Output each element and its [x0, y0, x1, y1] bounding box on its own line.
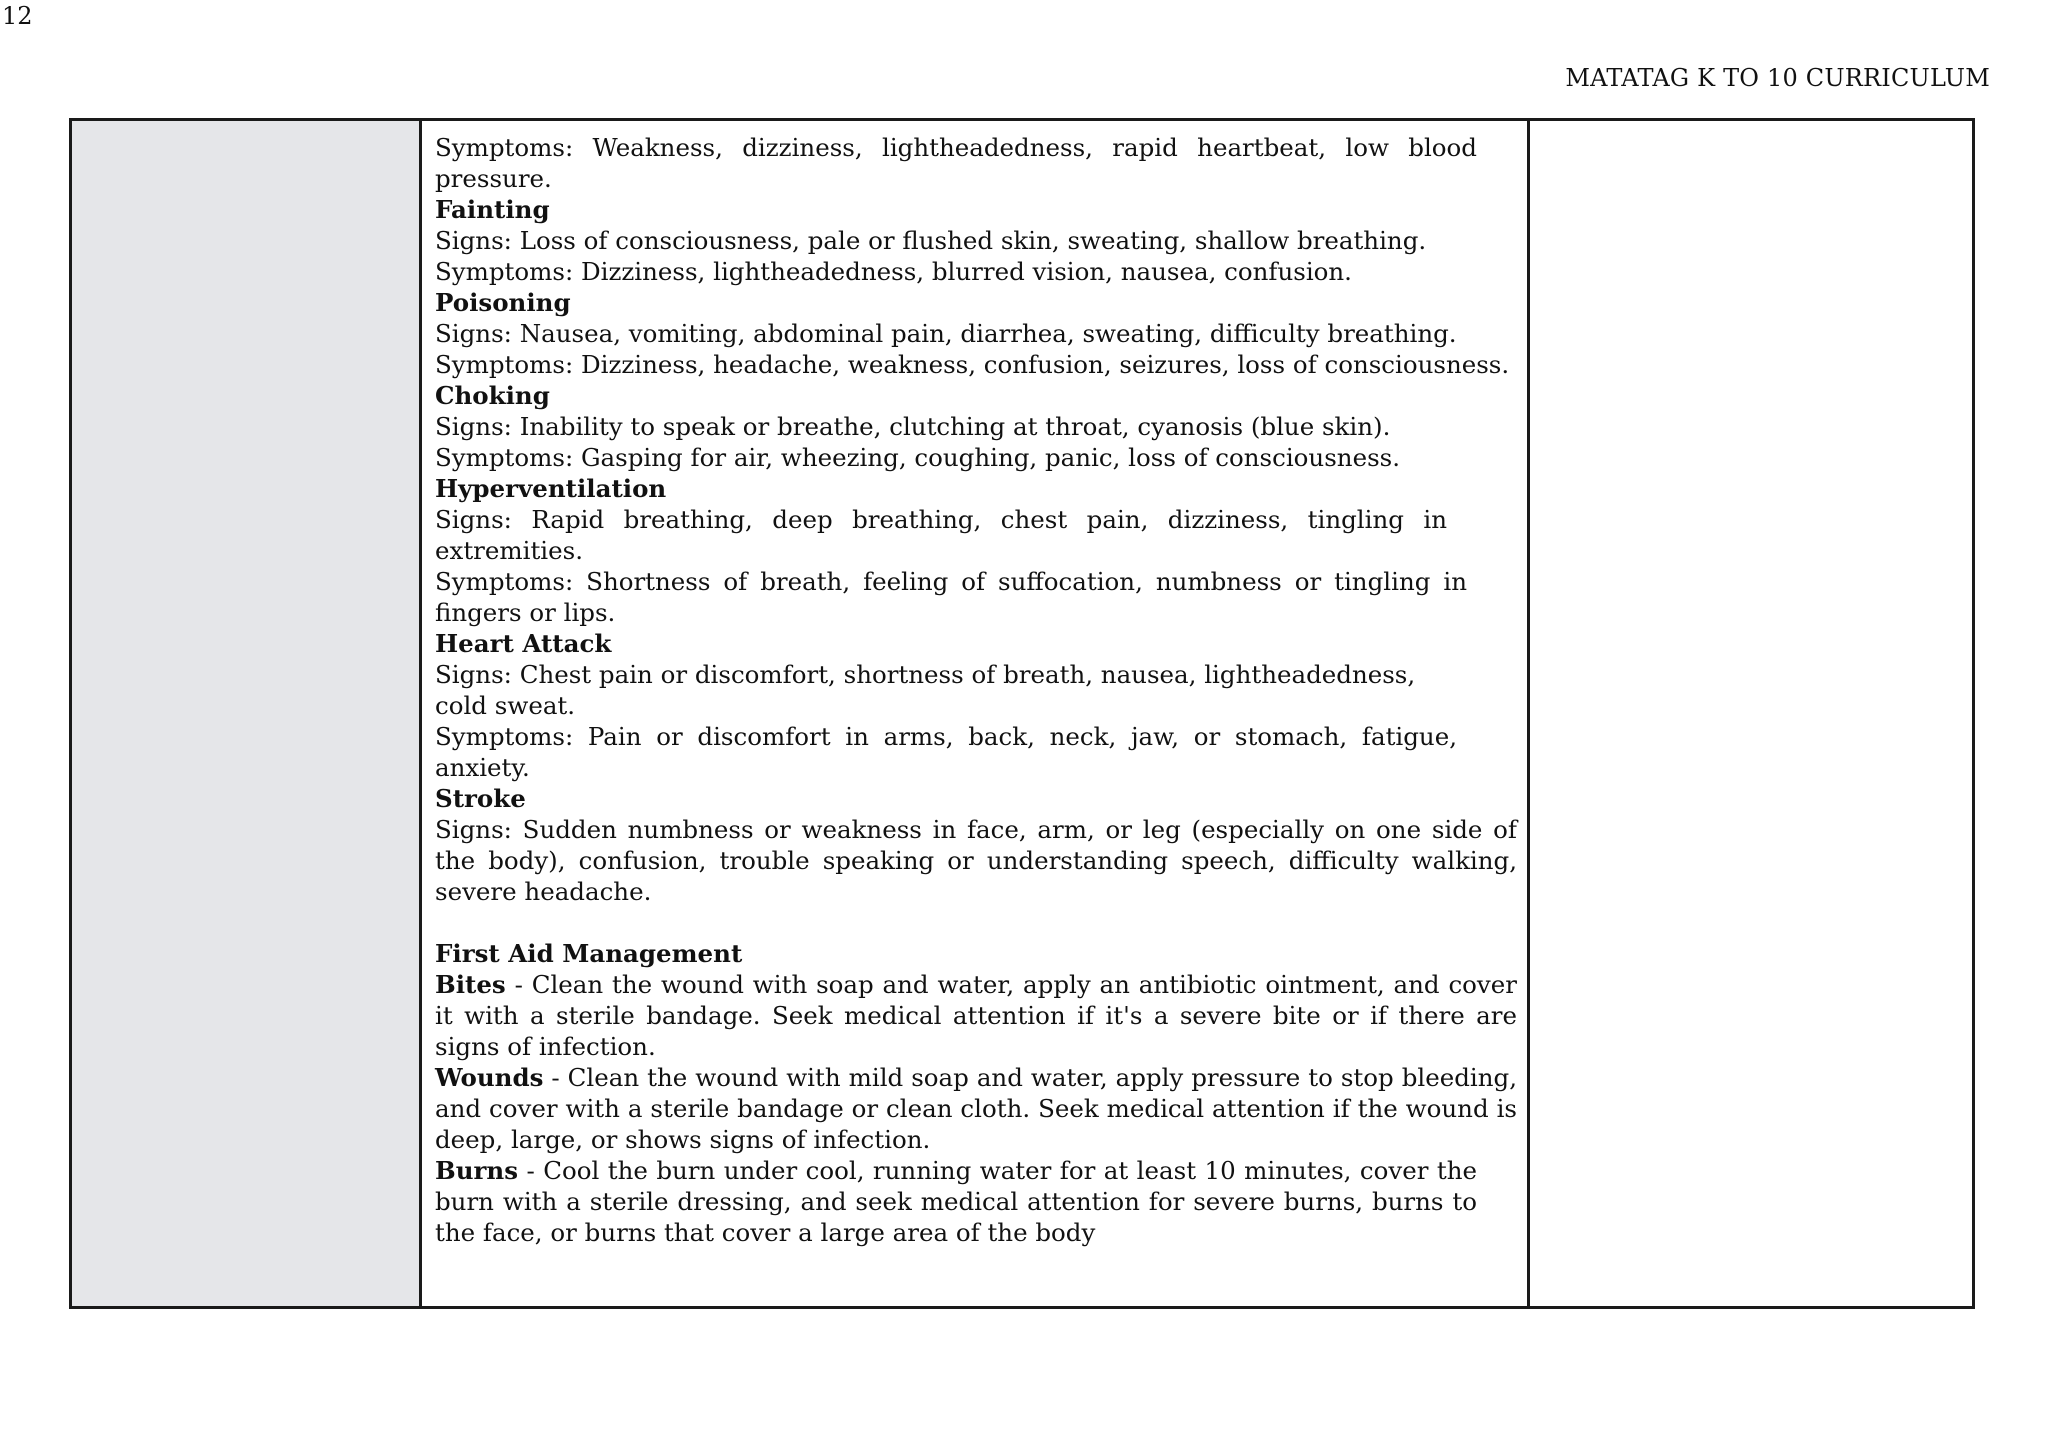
condition-title: Choking — [435, 381, 550, 410]
condition-signs: Signs: Inability to speak or breathe, clutching at throat, cyanosis (blue skin). — [435, 412, 1391, 441]
condition-title: Fainting — [435, 195, 550, 224]
condition-title: Poisoning — [435, 288, 571, 317]
right-column-cell — [1530, 121, 1972, 1306]
condition-symptoms: Symptoms: Shortness of breath, feeling of suffocation, numbness or tingling in fingers or lips. — [435, 567, 1467, 627]
left-column-cell — [72, 121, 422, 1306]
first-aid-item: Burns - Cool the burn under cool, running water for at least 10 minutes, cover the burn with a sterile dressing, and seek medical attention for severe burns, burns to the face, or burns that cover a large area of the body — [435, 1156, 1477, 1247]
page-number: 12 — [2, 2, 33, 30]
first-aid-heading: First Aid Management — [435, 939, 743, 968]
condition-symptoms: Symptoms: Gasping for air, wheezing, coughing, panic, loss of consciousness. — [435, 443, 1400, 472]
curriculum-table — [69, 118, 1975, 1309]
condition-symptoms: Symptoms: Dizziness, lightheadedness, blurred vision, nausea, confusion. — [435, 257, 1352, 286]
condition-signs: Signs: Nausea, vomiting, abdominal pain, diarrhea, sweating, difficulty breathing. — [435, 319, 1457, 348]
curriculum-header: MATATAG K TO 10 CURRICULUM — [1565, 64, 1990, 92]
condition-title: Stroke — [435, 784, 526, 813]
condition-title: Heart Attack — [435, 629, 612, 658]
first-aid-item: Wounds - Clean the wound with mild soap and water, apply pressure to stop bleeding, and cover with a sterile bandage or clean cloth. Seek medical attention if the wound is deep, large, or shows signs of infection. — [435, 1063, 1517, 1154]
first-aid-item: Bites - Clean the wound with soap and water, apply an antibiotic ointment, and cover it with a sterile bandage. Seek medical attention if it's a severe bite or if there are signs of infection. — [435, 970, 1517, 1061]
condition-title: Hyperventilation — [435, 474, 667, 503]
content-column-cell — [422, 121, 1530, 1306]
condition-signs: Signs: Loss of consciousness, pale or flushed skin, sweating, shallow breathing. — [435, 226, 1427, 255]
intro-symptoms: Symptoms: Weakness, dizziness, lightheadedness, rapid heartbeat, low blood pressure. — [435, 133, 1477, 193]
condition-symptoms: Symptoms: Dizziness, headache, weakness, confusion, seizures, loss of consciousness. — [435, 350, 1510, 379]
condition-signs: Signs: Rapid breathing, deep breathing, chest pain, dizziness, tingling in extremities. — [435, 505, 1447, 565]
spacer — [435, 907, 1517, 938]
condition-symptoms: Symptoms: Pain or discomfort in arms, back, neck, jaw, or stomach, fatigue, anxiety. — [435, 722, 1457, 782]
condition-signs: Signs: Chest pain or discomfort, shortness of breath, nausea, lightheadedness, cold sweat. — [435, 660, 1416, 720]
condition-signs: Signs: Sudden numbness or weakness in face, arm, or leg (especially on one side of the body), confusion, trouble speaking or understanding speech, difficulty walking, severe headache. — [435, 815, 1517, 906]
